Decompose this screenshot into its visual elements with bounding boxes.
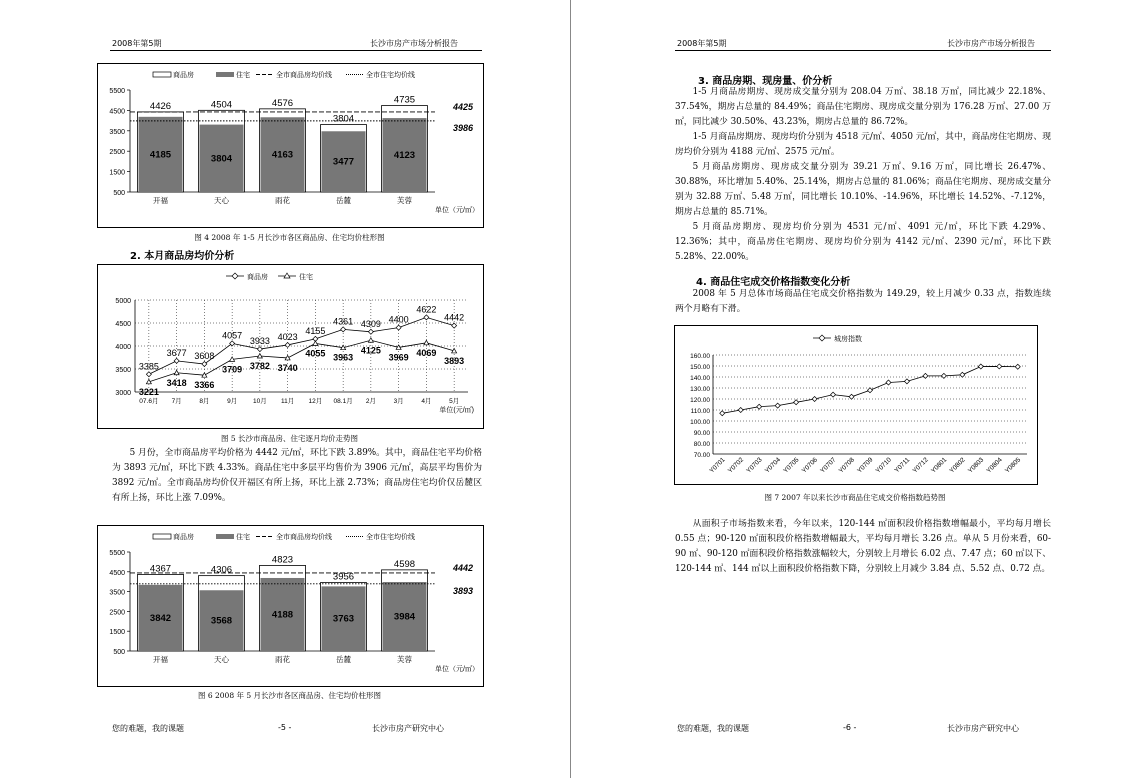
data-label-commercial: 4306 xyxy=(210,564,233,576)
legend-label-residential-avg: 全市住宅均价线 xyxy=(366,534,415,541)
x-tick-label: Y0803 xyxy=(966,456,986,475)
section-3-paragraph-1: 1-5 月商品房期房、现房成交量分别为 208.04 万㎡、38.18 万㎡，同比减少 22.18%、37.54%，期房占总量的 84.49%；商品住宅期房、现房成交量分别为 176.28 万㎡、27.00 万㎡，同比减少 30.50%、43.23%，期房占总量的 86.72%。 xyxy=(675,87,1051,127)
figure-4-svg xyxy=(98,64,483,227)
point-index xyxy=(738,408,743,413)
figure-4-chart xyxy=(97,63,484,228)
data-label-commercial: 3385 xyxy=(138,361,159,372)
legend-marker-index xyxy=(819,335,825,341)
point-commercial xyxy=(174,358,179,363)
legend-swatch-commercial xyxy=(153,534,171,539)
y-tick-label: 5500 xyxy=(109,88,125,95)
data-label-commercial: 4367 xyxy=(149,563,172,575)
data-label-residential: 3969 xyxy=(388,352,409,363)
footer-slogan: 您的难题，我的课题 xyxy=(112,724,184,733)
data-label-commercial: 4823 xyxy=(271,554,294,566)
footer-slogan: 您的难题，我的课题 xyxy=(677,724,749,733)
x-tick-label: Y0704 xyxy=(763,456,783,475)
point-commercial xyxy=(452,323,457,328)
header-issue: 2008年第5期 xyxy=(112,39,162,48)
header-rule xyxy=(675,50,1051,51)
section-3-body xyxy=(675,85,1051,265)
x-tick-label: Y0801 xyxy=(930,456,949,475)
x-tick-label: Y0705 xyxy=(782,456,801,475)
y-tick-label: 110.00 xyxy=(690,408,710,415)
x-tick-label: 芙蓉 xyxy=(397,655,412,664)
y-tick-label: 3500 xyxy=(109,589,125,597)
point-index xyxy=(923,373,928,378)
x-tick-label: 3月 xyxy=(393,398,404,405)
figure-6-svg xyxy=(98,526,483,686)
section-4-paragraph: 2008 年 5 月总体市场商品住宅成交价格指数为 149.29，较上月减少 0.33 点，指数连续两个月略有下滑。 xyxy=(675,289,1051,314)
figure-7-svg xyxy=(675,326,1037,484)
figure-7-chart xyxy=(674,325,1038,485)
x-tick-label: Y0708 xyxy=(837,456,856,475)
data-label-residential: 3568 xyxy=(210,615,233,627)
data-label-residential: 4123 xyxy=(393,150,416,162)
avg-line-residential-label: 3893 xyxy=(453,585,474,596)
point-commercial xyxy=(396,325,401,330)
x-tick-label: Y0703 xyxy=(745,456,764,475)
data-label-commercial: 4400 xyxy=(388,314,409,325)
figure-5-caption: 图 5 长沙市商品房、住宅逐月均价走势图 xyxy=(220,434,359,443)
point-index xyxy=(904,379,909,384)
x-tick-label: Y0711 xyxy=(893,456,912,475)
x-tick-label: 07.6月 xyxy=(139,398,159,405)
y-tick-label: 70.00 xyxy=(693,452,710,459)
y-tick-label: 500 xyxy=(113,649,125,656)
y-tick-label: 1500 xyxy=(109,629,125,637)
data-label-residential: 3418 xyxy=(166,377,187,388)
data-label-commercial: 3608 xyxy=(194,351,215,362)
data-label-residential: 3963 xyxy=(333,352,354,363)
point-index xyxy=(831,392,836,397)
section-2-title: 2. 本月商品房均价分析 xyxy=(130,251,235,262)
point-commercial xyxy=(285,342,290,347)
x-tick-label: 8月 xyxy=(199,398,210,405)
x-tick-label: Y0701 xyxy=(708,456,727,475)
point-residential xyxy=(313,341,318,346)
figure-7-caption: 图 7 2007 年以来长沙市商品住宅成交价格指数趋势图 xyxy=(764,493,946,502)
y-tick-label: 150.00 xyxy=(690,364,710,371)
y-tick-label: 3500 xyxy=(109,128,125,136)
point-residential xyxy=(368,338,373,343)
y-tick-label: 130.00 xyxy=(690,386,710,393)
y-tick-label: 2500 xyxy=(109,609,125,617)
x-tick-label: 岳麓 xyxy=(336,196,351,205)
legend-swatch-residential xyxy=(216,72,234,77)
x-tick-label: 开福 xyxy=(153,655,168,664)
y-tick-label: 140.00 xyxy=(690,375,710,382)
data-label-commercial: 3804 xyxy=(332,113,355,125)
header-issue: 2008年第5期 xyxy=(677,39,727,48)
x-tick-label: Y0702 xyxy=(726,456,746,475)
y-tick-label: 100.00 xyxy=(690,419,710,426)
y-tick-label: 80.00 xyxy=(693,441,710,448)
header-title: 长沙市房产市场分析报告 xyxy=(947,39,1035,48)
paragraph-fig7-text: 从面积子市场指数来看，今年以来，120-144 ㎡面积段价格指数增幅最小，平均每月增长 0.55 点；90-120 ㎡面积段价格指数增幅最大，平均每月增长 3.26 点。单从 5 月份来看，60-90 ㎡、90-120 ㎡面积段价格指数涨幅较大，分别较上月增长 6.02 点、7.47 点；60 ㎡以下、120-144 ㎡、144 ㎡以上面积段价格指数下降，分别较上月减少 3.84 点、5.52 点、0.72 点。 xyxy=(675,519,1051,574)
x-tick-label: 2月 xyxy=(365,398,376,405)
x-tick-label: 12月 xyxy=(308,398,323,405)
x-tick-label: 10月 xyxy=(253,398,267,405)
point-commercial xyxy=(257,347,262,352)
avg-line-commercial-label: 4425 xyxy=(453,101,474,112)
data-label-commercial: 4023 xyxy=(277,331,298,342)
y-tick-label: 3500 xyxy=(115,367,131,374)
y-tick-label: 4000 xyxy=(115,344,131,351)
point-index xyxy=(849,394,854,399)
section-4-title: 4. 商品住宅成交价格指数变化分析 xyxy=(696,277,851,288)
data-label-residential: 3804 xyxy=(210,153,233,165)
legend-label-residential: 住宅 xyxy=(236,72,250,79)
header-title: 长沙市房产市场分析报告 xyxy=(370,39,458,48)
point-commercial xyxy=(424,315,429,320)
data-label-residential: 3366 xyxy=(194,380,215,391)
y-tick-label: 2500 xyxy=(109,149,125,157)
section-3-paragraph-3: 5 月商品房期房、现房成交量分别为 39.21 万㎡、9.16 万㎡，同比增长 26.47%、30.88%，环比增加 5.40%、25.14%，期房占总量的 81.06%；商品住宅期房、现房成交量分别为 32.88 万㎡、5.48 万㎡，同比增长 10.10%、-14.96%，环比增长 14.52%、-7.12%，期房占总量的 85.71%。 xyxy=(675,162,1051,217)
y-tick-label: 120.00 xyxy=(690,397,710,404)
figure-4-caption: 图 4 2008 年 1-5 月长沙市各区商品房、住宅均价柱形图 xyxy=(194,233,385,242)
y-tick-label: 160.00 xyxy=(690,353,710,360)
y-tick-label: 500 xyxy=(113,190,125,197)
y-tick-label: 4500 xyxy=(109,108,125,116)
data-label-commercial: 3677 xyxy=(166,347,187,358)
point-index xyxy=(775,403,780,408)
y-tick-label: 4500 xyxy=(115,321,131,328)
data-label-commercial: 4622 xyxy=(416,304,437,315)
data-label-residential: 3763 xyxy=(332,613,355,625)
data-label-residential: 3221 xyxy=(138,386,159,397)
point-index xyxy=(960,372,965,377)
avg-line-residential-label: 3986 xyxy=(453,122,474,133)
section-4-body xyxy=(675,287,1051,317)
data-label-residential: 3842 xyxy=(149,612,172,624)
point-index xyxy=(978,364,983,369)
legend-swatch-residential xyxy=(216,534,234,539)
legend-label-commercial: 商品房 xyxy=(247,274,268,281)
x-tick-label: 天心 xyxy=(214,655,229,664)
point-commercial xyxy=(368,329,373,334)
header-rule xyxy=(110,50,482,51)
avg-line-commercial-label: 4442 xyxy=(453,562,474,573)
data-label-residential: 4125 xyxy=(360,345,381,356)
x-tick-label: 08.1月 xyxy=(333,398,353,405)
x-tick-label: 11月 xyxy=(281,398,295,405)
y-tick-label: 90.00 xyxy=(693,430,710,437)
footer-page-number: -5 - xyxy=(278,723,292,732)
point-index xyxy=(941,373,946,378)
x-tick-label: 4月 xyxy=(421,398,432,405)
point-index xyxy=(794,400,799,405)
footer-page-number: -6 - xyxy=(843,723,857,732)
point-residential xyxy=(424,340,429,345)
data-label-residential: 3984 xyxy=(393,611,416,623)
x-tick-label: 9月 xyxy=(227,398,238,405)
figure-5-svg xyxy=(98,265,483,428)
footer-org: 长沙市房产研究中心 xyxy=(947,724,1019,733)
data-label-residential: 3477 xyxy=(332,156,355,168)
data-label-commercial: 4598 xyxy=(393,558,416,570)
data-label-commercial: 4361 xyxy=(333,316,354,327)
unit-label: 单位（元/㎡） xyxy=(435,207,479,214)
x-tick-label: 雨花 xyxy=(275,196,290,205)
legend-marker-commercial xyxy=(232,273,238,279)
data-label-residential: 3893 xyxy=(444,355,465,366)
data-label-commercial: 3933 xyxy=(249,336,270,347)
data-label-commercial: 4504 xyxy=(210,99,233,111)
data-label-commercial: 4057 xyxy=(222,330,243,341)
x-tick-label: 5月 xyxy=(449,398,460,405)
legend-marker-residential xyxy=(284,273,290,278)
section-3-paragraph-2: 1-5 月商品房期房、现房均价分别为 4518 元/㎡、4050 元/㎡，其中，商品房住宅期房、现房均价分别为 4188 元/㎡、2575 元/㎡。 xyxy=(675,132,1051,157)
data-label-commercial: 3956 xyxy=(332,571,355,583)
point-index xyxy=(868,388,873,393)
data-label-commercial: 4155 xyxy=(305,325,326,336)
point-index xyxy=(757,404,762,409)
x-tick-label: 7月 xyxy=(171,398,182,405)
x-tick-label: 天心 xyxy=(214,196,229,205)
data-label-residential: 3782 xyxy=(249,361,270,372)
legend-label-commercial: 商品房 xyxy=(173,534,194,541)
x-tick-label: 岳麓 xyxy=(336,655,351,664)
data-label-commercial: 4426 xyxy=(149,100,172,112)
x-tick-label: Y0710 xyxy=(874,456,893,475)
point-index xyxy=(1015,364,1020,369)
y-tick-label: 5000 xyxy=(115,298,131,305)
data-label-residential: 4185 xyxy=(149,149,172,161)
data-label-residential: 4188 xyxy=(271,609,294,621)
paragraph-fig7 xyxy=(675,517,1051,577)
data-label-commercial: 4735 xyxy=(393,94,416,106)
data-label-residential: 3709 xyxy=(222,364,243,375)
legend-label-index: 城房指数 xyxy=(834,336,862,343)
point-index xyxy=(997,364,1002,369)
x-tick-label: Y0802 xyxy=(948,456,967,475)
y-tick-label: 5500 xyxy=(109,550,125,557)
data-label-commercial: 4576 xyxy=(271,97,294,109)
point-commercial xyxy=(341,327,346,332)
point-index xyxy=(886,380,891,385)
legend-label-commercial: 商品房 xyxy=(173,72,194,79)
right-page xyxy=(571,0,1136,778)
figure-6-caption: 图 6 2008 年 5 月长沙市各区商品房、住宅均价柱形图 xyxy=(197,691,382,700)
x-tick-label: Y0707 xyxy=(819,456,838,475)
x-tick-label: 雨花 xyxy=(275,655,290,664)
data-label-residential: 4069 xyxy=(416,347,437,358)
x-tick-label: Y0712 xyxy=(911,456,930,475)
figure-5-chart xyxy=(97,264,484,429)
y-tick-label: 1500 xyxy=(109,169,125,177)
y-tick-label: 4500 xyxy=(109,569,125,577)
legend-label-residential: 住宅 xyxy=(236,534,250,541)
paragraph-fig5 xyxy=(112,446,482,506)
unit-label: 单位（元/㎡） xyxy=(435,666,479,673)
legend-label-commercial-avg: 全市商品房均价线 xyxy=(276,72,332,79)
y-tick-label: 3000 xyxy=(115,390,131,397)
x-tick-label: Y0804 xyxy=(985,456,1004,475)
point-index xyxy=(720,411,725,416)
data-label-commercial: 4442 xyxy=(444,312,465,323)
x-tick-label: 芙蓉 xyxy=(397,196,412,205)
figure-6-chart xyxy=(97,525,484,687)
footer-org: 长沙市房产研究中心 xyxy=(372,724,444,733)
point-index xyxy=(812,397,817,402)
section-3-title: 3. 商品房期、现房量、价分析 xyxy=(698,76,833,87)
data-label-residential: 4163 xyxy=(271,149,294,161)
data-label-residential: 3740 xyxy=(277,362,298,373)
x-tick-label: Y0706 xyxy=(800,456,820,475)
legend-swatch-commercial xyxy=(153,72,171,77)
x-tick-label: Y0709 xyxy=(856,456,875,475)
data-label-residential: 4055 xyxy=(305,348,326,359)
unit-label: 单位(元/㎡) xyxy=(439,407,474,414)
section-3-paragraph-4: 5 月商品房期房、现房均价分别为 4531 元/㎡、4091 元/㎡，环比下跌 4.29%、12.36%；其中，商品房住宅期房、现房均价分别为 4142 元/㎡、2390 元/㎡，环比下跌 5.28%、22.00%。 xyxy=(675,222,1051,262)
legend-label-residential: 住宅 xyxy=(299,274,313,281)
legend-label-commercial-avg: 全市商品房均价线 xyxy=(276,534,332,541)
legend-label-residential-avg: 全市住宅均价线 xyxy=(366,72,415,79)
paragraph-fig5-text: 5 月份，全市商品房平均价格为 4442 元/㎡，环比下跌 3.89%。其中，商品住宅平均价格为 3893 元/㎡，环比下跌 4.33%。商品住宅中多层平均售价为 3906 元/㎡，高层平均售价为 3892 元/㎡。全市商品房均价仅开福区有所上扬，环比上涨 2.73%；商品房住宅均价仅岳麓区有所上扬，环比上涨 7.09%。 xyxy=(112,448,482,503)
x-tick-label: Y0805 xyxy=(1003,456,1023,475)
point-commercial xyxy=(146,372,151,377)
x-tick-label: 开福 xyxy=(153,196,168,205)
data-label-commercial: 4309 xyxy=(360,318,381,329)
